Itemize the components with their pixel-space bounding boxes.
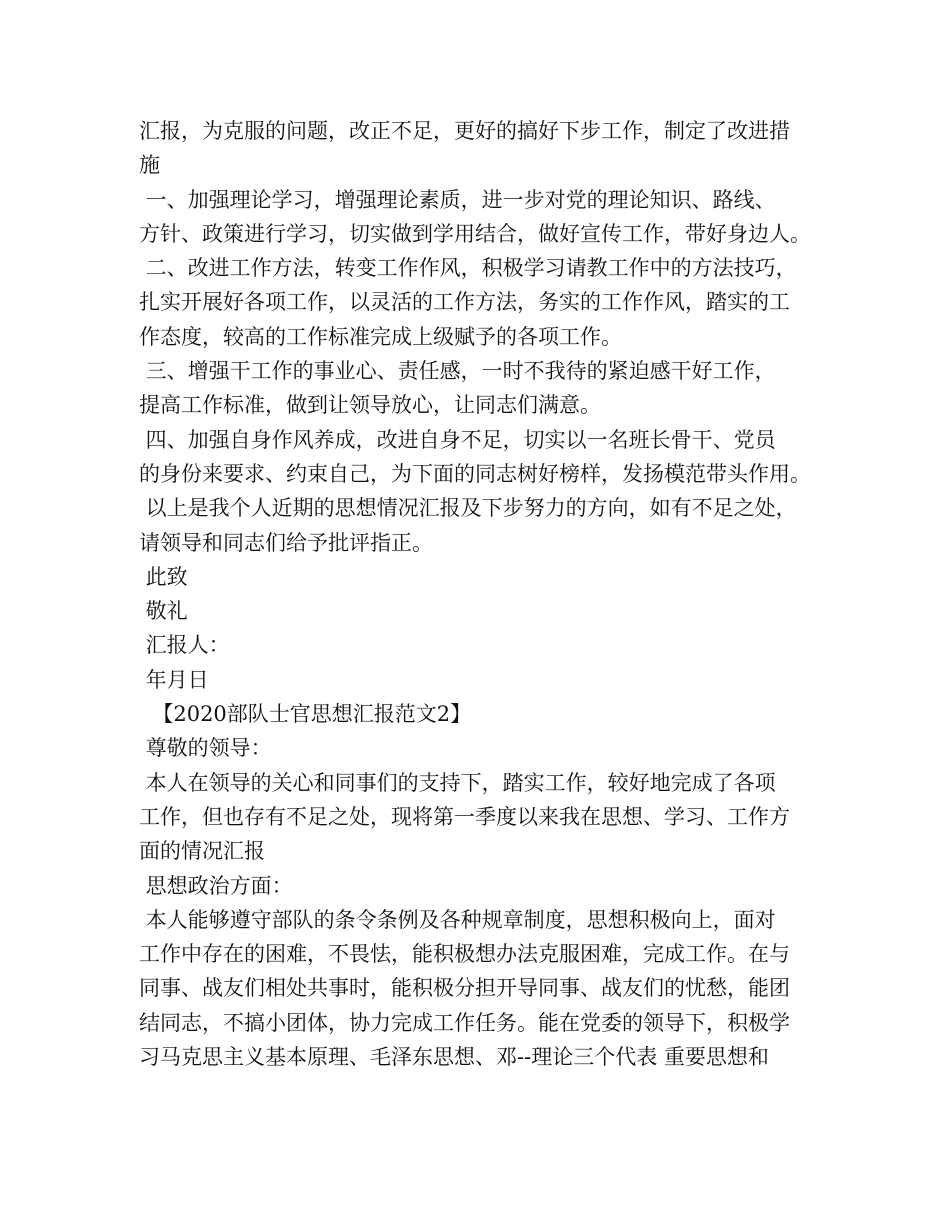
text-line: 此致 <box>139 564 188 589</box>
text-line: 本人能够遵守部队的条令条例及各种规章制度，思想积极向上，面对 <box>139 907 776 932</box>
text-line: 年月日 <box>139 667 209 692</box>
text-line: 同事、战友们相处共事时，能积极分担开导同事、战友们的忧愁，能团 <box>139 976 790 1001</box>
text-line: 作态度，较高的工作标准完成上级赋予的各项工作。 <box>139 324 622 349</box>
text-line: 敬礼 <box>139 599 188 624</box>
text-line: 工作，但也存有不足之处，现将第一季度以来我在思想、学习、工作方 <box>139 804 790 829</box>
text-line: 本人在领导的关心和同事们的支持下，踏实工作，较好地完成了各项 <box>139 770 776 795</box>
text-line: 以上是我个人近期的思想情况汇报及下步努力的方向，如有不足之处， <box>139 496 797 521</box>
text-line: 三、增强干工作的事业心、责任感，一时不我待的紧迫感干好工作， <box>139 359 776 384</box>
document-body <box>139 114 829 1074</box>
text-line: 一、加强理论学习，增强理论素质，进一步对党的理论知识、路线、 <box>139 187 776 212</box>
text-line: 习马克思主义基本原理、毛泽东思想、邓--理论三个代表 重要思想和 <box>139 1045 769 1070</box>
text-line: 尊敬的领导： <box>139 736 272 761</box>
text-line: 提高工作标准，做到让领导放心，让同志们满意。 <box>139 393 601 418</box>
text-line: 四、加强自身作风养成，改进自身不足，切实以一名班长骨干、党员 <box>139 427 776 452</box>
text-line: 扎实开展好各项工作，以灵活的工作方法，务实的工作作风，踏实的工 <box>139 290 790 315</box>
text-line: 面的情况汇报 <box>139 839 265 864</box>
text-line: 汇报，为克服的问题，改正不足，更好的搞好下步工作，制定了改进措 <box>139 119 790 143</box>
text-line: 思想政治方面： <box>139 873 293 898</box>
text-line: 方针、政策进行学习，切实做到学用结合，做好宣传工作，带好身边人。 <box>139 221 811 246</box>
text-line: 施 <box>139 153 160 178</box>
text-line: 请领导和同志们给予批评指正。 <box>139 530 433 555</box>
text-line: 结同志，不搞小团体，协力完成工作任务。能在党委的领导下，积极学 <box>139 1010 790 1035</box>
text-line: 工作中存在的困难，不畏怯，能积极想办法克服困难，完成工作。在与 <box>139 942 790 967</box>
text-line: 的身份来要求、约束自己，为下面的同志树好榜样，发扬模范带头作用。 <box>139 461 811 486</box>
text-line: 二、改进工作方法，转变工作作风，积极学习请教工作中的方法技巧， <box>139 256 797 281</box>
text-line: 汇报人： <box>139 633 230 658</box>
section-heading: 【2020部队士官思想汇报范文2】 <box>139 702 472 727</box>
